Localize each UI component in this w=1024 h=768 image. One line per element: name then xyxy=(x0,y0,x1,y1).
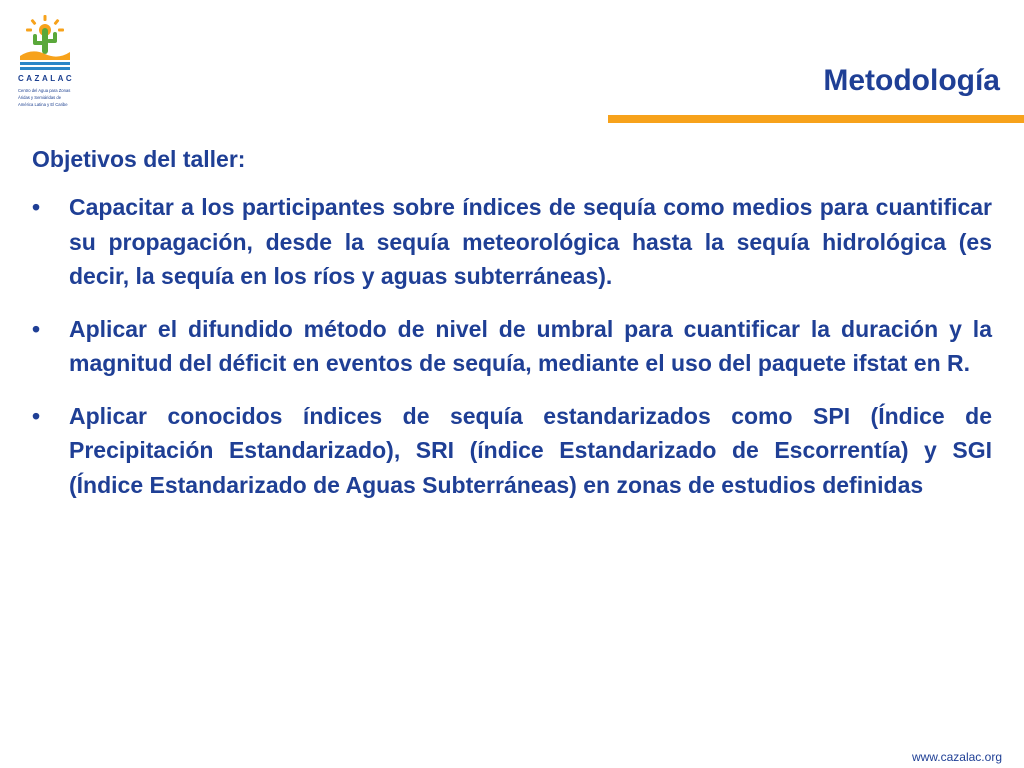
logo-tagline xyxy=(18,87,78,108)
cazalac-logo-icon xyxy=(18,14,72,70)
objective-item xyxy=(32,312,992,381)
title-underline-rule xyxy=(608,115,1024,123)
logo-wordmark: CAZALAC xyxy=(18,74,75,83)
objective-text: Aplicar conocidos índices de sequía estandarizados como SPI (Índice de Precipitación Estandarizado), SRI (índice Estandarizado de Escorrentía) y SGI (Índice Estandarizado de Aguas Subterráneas) en zonas de estudios definidas xyxy=(69,402,992,498)
objective-text: Capacitar a los participantes sobre índices de sequía como medios para cuantificar su propagación, desde la sequía meteorológica hasta la sequía hidrológica (es decir, la sequía en los ríos y aguas subterráneas). xyxy=(69,194,992,289)
section-heading: Objetivos del taller: xyxy=(32,146,246,172)
logo-tagline-line: América Latina y El Caribe xyxy=(18,102,68,107)
bullet-marker: • xyxy=(32,402,41,429)
footer-website-url: www.cazalac.org xyxy=(911,750,1002,764)
bullet-marker: • xyxy=(32,315,41,342)
logo-tagline-line: Áridas y Semiáridas de xyxy=(18,95,62,100)
bullet-marker: • xyxy=(32,194,41,220)
objectives-list xyxy=(32,190,992,502)
objective-item xyxy=(32,399,992,503)
slide-title: Metodología xyxy=(823,64,1000,97)
logo-tagline-line: Centro del Agua para Zonas xyxy=(18,88,71,93)
objective-item xyxy=(32,190,992,294)
cazalac-logo xyxy=(18,14,75,122)
objective-text: Aplicar el difundido método de nivel de umbral para cuantificar la duración y la magnitud del déficit en eventos de sequía, mediante el uso del paquete ifstat en R. xyxy=(69,315,992,376)
slide-content xyxy=(32,142,992,520)
